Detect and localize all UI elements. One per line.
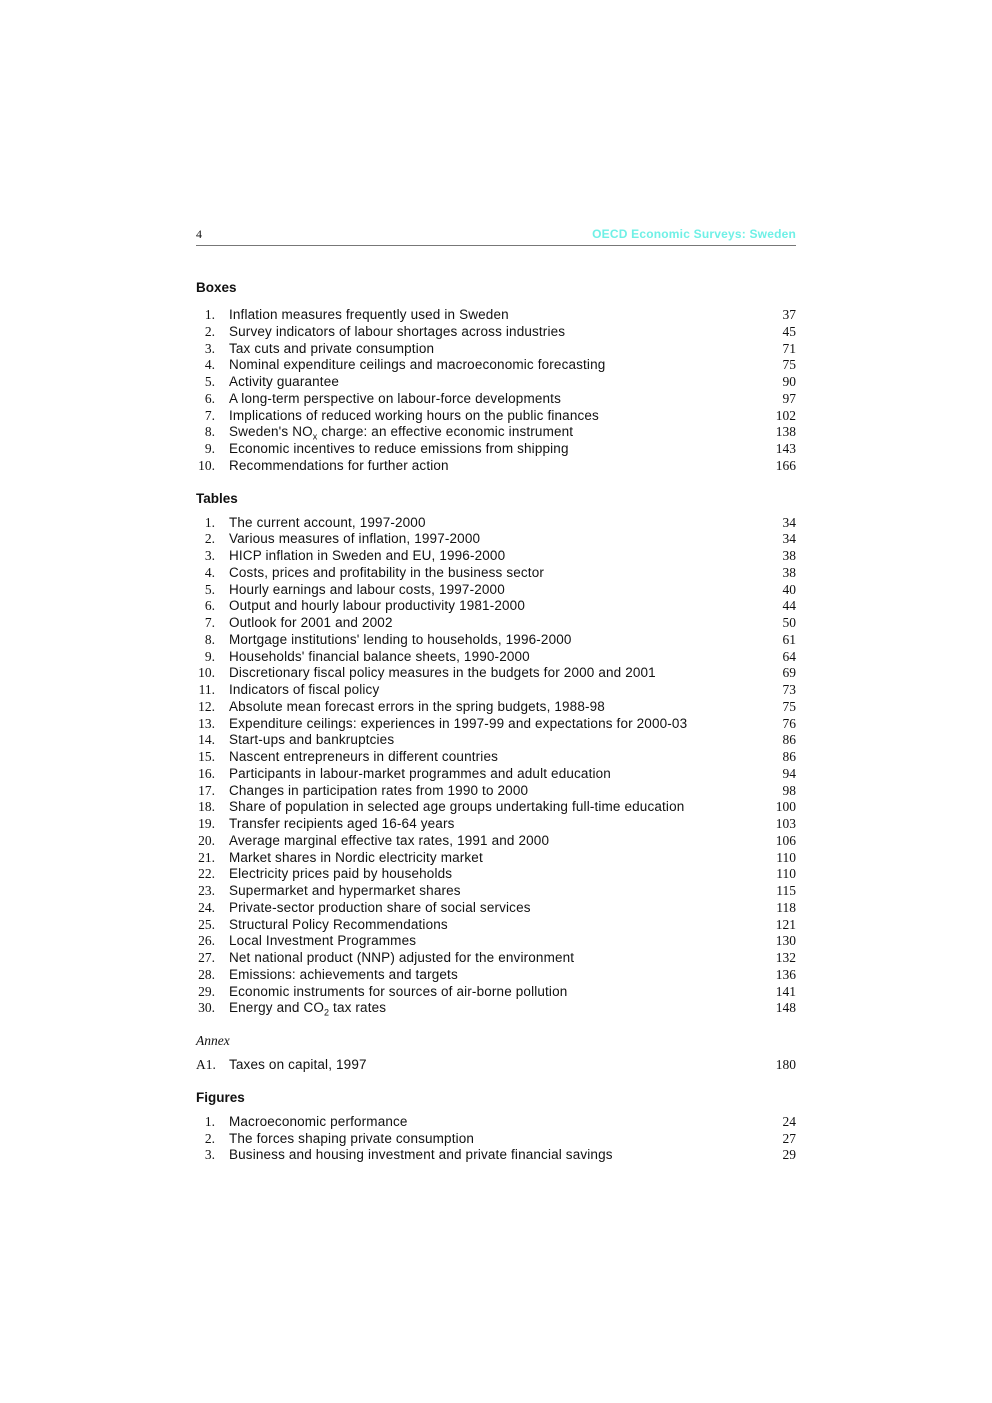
document-page [196, 226, 796, 1164]
entry-page: 24 [782, 1113, 796, 1129]
entry-title-text: Tax cuts and private consumption [229, 340, 435, 356]
toc-entry[interactable] [196, 324, 796, 341]
entry-title-text: Changes in participation rates from 1990 to 2000 [229, 782, 529, 798]
entry-title [229, 749, 756, 766]
entry-number: 6. [204, 598, 215, 614]
section-annex [196, 1031, 796, 1074]
entry-page: 115 [776, 883, 796, 898]
entry-title-text: Output and hourly labour productivity 1981-2000 [229, 598, 525, 614]
entry-page: 37 [782, 307, 796, 322]
entry-page: 44 [782, 598, 796, 614]
entry-title [229, 632, 756, 649]
entry-number: 25. [198, 916, 215, 932]
entry-number: 3. [204, 548, 215, 563]
toc-entry[interactable] [196, 699, 796, 716]
entry-page: 34 [782, 514, 796, 530]
entry-page: 121 [775, 916, 796, 932]
entry-title [229, 615, 756, 632]
entry-number: 18. [198, 799, 215, 815]
entry-title-text: Energy and CO [229, 1000, 324, 1016]
entry-number: 20. [198, 832, 215, 848]
entry-page: 45 [782, 323, 796, 339]
entry-title-text: Hourly earnings and labour costs, 1997-2000 [229, 581, 505, 597]
entry-page: 34 [782, 531, 796, 547]
entry-page: 71 [782, 340, 796, 356]
entry-number: 3. [204, 340, 215, 356]
entry-title [229, 866, 756, 883]
toc-entry[interactable] [196, 391, 796, 408]
toc-entry[interactable] [196, 682, 796, 699]
entry-title-text: Structural Policy Recommendations [229, 916, 448, 932]
entry-page: 141 [775, 983, 796, 999]
entry-number: 1. [204, 514, 215, 530]
toc-entry[interactable] [196, 307, 796, 324]
entry-number: 7. [204, 615, 215, 630]
entry-title [229, 682, 756, 699]
entry-number: 3. [204, 1147, 215, 1163]
table-of-contents [196, 278, 796, 1164]
toc-entry[interactable] [196, 866, 796, 883]
entry-title-text: Mortgage institutions' lending to households, 1996-2000 [229, 631, 572, 647]
entry-number: 12. [198, 698, 215, 714]
toc-entry[interactable] [196, 816, 796, 833]
toc-entry[interactable] [196, 374, 796, 391]
entry-title-text: Costs, prices and profitability in the business sector [229, 564, 544, 580]
entry-page: 180 [775, 1057, 796, 1072]
entry-number: 30. [198, 1000, 215, 1016]
toc-entry[interactable] [196, 649, 796, 666]
toc-entry[interactable] [196, 732, 796, 749]
entry-title-text: tax rates [329, 1000, 387, 1016]
entry-number: 21. [198, 849, 215, 865]
entry-page: 98 [782, 782, 796, 798]
entry-page: 138 [775, 424, 796, 440]
entry-number: 4. [204, 357, 215, 373]
entry-title-text: Activity guarantee [229, 374, 340, 389]
toc-entry[interactable] [196, 783, 796, 800]
entry-title [229, 565, 756, 582]
toc-entry[interactable] [196, 408, 796, 425]
toc-entry[interactable] [196, 933, 796, 950]
entry-page: 100 [775, 799, 796, 815]
entry-title [229, 1114, 756, 1131]
toc-entry[interactable] [196, 716, 796, 733]
entry-page: 103 [775, 816, 796, 831]
entry-number: 13. [198, 715, 215, 731]
section-heading: Boxes [196, 280, 237, 295]
entry-number: 6. [204, 390, 215, 406]
entry-title-text: Implications of reduced working hours on the public finances [229, 407, 599, 423]
section-figures [196, 1088, 796, 1164]
entry-page: 38 [782, 548, 796, 563]
entry-title-text: Outlook for 2001 and 2002 [229, 615, 393, 630]
entry-title [229, 967, 756, 984]
toc-entry[interactable] [196, 850, 796, 867]
entry-page: 90 [782, 374, 796, 389]
entry-title [229, 732, 756, 749]
toc-entry[interactable] [196, 917, 796, 934]
page-number: 4 [196, 227, 202, 241]
entry-number: 10. [198, 665, 215, 681]
toc-entry[interactable] [196, 598, 796, 615]
entry-title [229, 716, 756, 733]
toc-entry[interactable] [196, 984, 796, 1001]
toc-entry[interactable] [196, 1000, 796, 1017]
entry-title-text: Inflation measures frequently used in Sweden [229, 307, 509, 322]
entry-page: 118 [776, 899, 796, 915]
entry-title-text: Economic incentives to reduce emissions from shipping [229, 441, 569, 456]
entry-title [229, 649, 756, 666]
entry-title-text: Local Investment Programmes [229, 933, 417, 949]
entry-title-text: Nominal expenditure ceilings and macroeconomic forecasting [229, 357, 606, 373]
entry-page: 73 [782, 682, 796, 697]
entry-page: 29 [782, 1147, 796, 1163]
toc-entry[interactable] [196, 749, 796, 766]
entry-title [229, 984, 756, 1001]
entry-number: 29. [198, 983, 215, 999]
entry-title [229, 531, 756, 548]
entry-page: 166 [775, 457, 796, 473]
entry-title-text: Various measures of inflation, 1997-2000 [229, 531, 481, 547]
entry-page: 110 [776, 866, 796, 882]
entry-number: 19. [198, 816, 215, 831]
entry-page: 136 [775, 966, 796, 982]
toc-entry[interactable] [196, 1147, 796, 1164]
entry-title [229, 883, 756, 900]
entry-number: 9. [204, 648, 215, 664]
entry-title-text: Expenditure ceilings: experiences in 1997-99 and expectations for 2000-03 [229, 715, 688, 731]
toc-entry[interactable] [196, 799, 796, 816]
entry-page: 75 [782, 357, 796, 373]
entry-page: 86 [782, 749, 796, 764]
entry-title [229, 1147, 756, 1164]
toc-entry[interactable] [196, 582, 796, 599]
running-title: OECD Economic Surveys: Sweden [592, 227, 796, 241]
entry-number: 8. [204, 424, 215, 440]
entry-title [229, 950, 756, 967]
entry-title [229, 816, 756, 833]
entry-title [229, 441, 756, 458]
entry-number: 2. [204, 1130, 215, 1146]
entry-number: 1. [204, 307, 215, 322]
entry-title [229, 1000, 756, 1017]
toc-entry[interactable] [196, 833, 796, 850]
toc-entry[interactable] [196, 1131, 796, 1148]
entry-number: 10. [198, 457, 215, 473]
entry-title-text: Share of population in selected age groups undertaking full-time education [229, 799, 685, 815]
entry-title-text: Emissions: achievements and targets [229, 966, 458, 982]
entry-title [229, 1131, 756, 1148]
section-heading: Tables [196, 490, 238, 506]
entry-title [229, 324, 756, 341]
entry-number: 5. [204, 581, 215, 597]
entry-title-text: Survey indicators of labour shortages across industries [229, 323, 566, 339]
entry-number: 28. [198, 966, 215, 982]
entry-page: 102 [775, 407, 796, 423]
entry-number: 27. [198, 950, 215, 965]
toc-entry[interactable] [196, 531, 796, 548]
entry-number: 8. [204, 631, 215, 647]
entry-title-text: Business and housing investment and private financial savings [229, 1147, 613, 1163]
entry-page: 148 [775, 1000, 796, 1016]
entry-title [229, 833, 756, 850]
entry-title-text: Indicators of fiscal policy [229, 682, 380, 697]
entry-title-text: Recommendations for further action [229, 457, 449, 473]
toc-entry[interactable] [196, 565, 796, 582]
toc-entry[interactable] [196, 1114, 796, 1131]
entry-number: 5. [204, 374, 215, 389]
entry-title [229, 1057, 756, 1074]
entry-title [229, 699, 756, 716]
entry-title [229, 900, 756, 917]
entry-page: 27 [782, 1130, 796, 1146]
entry-number: 26. [198, 933, 215, 949]
toc-entry[interactable] [196, 967, 796, 984]
entry-title [229, 933, 756, 950]
entry-page: 76 [782, 715, 796, 731]
entry-number: 2. [204, 531, 215, 547]
entry-title-text: The current account, 1997-2000 [229, 514, 426, 530]
toc-entry[interactable] [196, 632, 796, 649]
toc-entry[interactable] [196, 458, 796, 475]
entry-page: 110 [776, 849, 796, 865]
entry-number: 2. [204, 323, 215, 339]
entry-title [229, 374, 756, 391]
entry-title [229, 458, 756, 475]
entry-number: 16. [198, 765, 215, 781]
toc-entry[interactable] [196, 424, 796, 441]
entry-number: A1. [196, 1057, 216, 1072]
subscript: 2 [324, 1007, 330, 1018]
toc-entry[interactable] [196, 950, 796, 967]
entry-title [229, 799, 756, 816]
entry-title [229, 341, 756, 358]
entry-number: 22. [198, 866, 215, 882]
entry-number: 14. [198, 732, 215, 748]
toc-entry[interactable] [196, 766, 796, 783]
entry-page: 143 [775, 441, 796, 456]
entry-title-text: Average marginal effective tax rates, 1991 and 2000 [229, 832, 550, 848]
entry-title-text: Participants in labour-market programmes and adult education [229, 765, 611, 781]
entry-title-text: Nascent entrepreneurs in different countries [229, 749, 498, 764]
toc-entry[interactable] [196, 883, 796, 900]
entry-title [229, 665, 756, 682]
entry-number: 11. [198, 682, 215, 697]
toc-entry[interactable] [196, 615, 796, 632]
subscript: x [312, 431, 318, 442]
toc-entry[interactable] [196, 548, 796, 565]
entry-title [229, 424, 756, 441]
entry-page: 69 [782, 665, 796, 681]
entry-page: 97 [782, 390, 796, 406]
entry-page: 132 [775, 950, 796, 965]
entry-title-text: Sweden's NO [229, 424, 313, 440]
entry-title-text: charge: an effective economic instrument [317, 424, 574, 440]
section-heading: Annex [196, 1033, 230, 1048]
entry-number: 23. [198, 883, 215, 898]
entry-title [229, 357, 756, 374]
entry-number: 24. [198, 899, 215, 915]
entry-page: 106 [775, 832, 796, 848]
entry-number: 4. [204, 564, 215, 580]
entry-title [229, 598, 756, 615]
toc-entry[interactable] [196, 341, 796, 358]
entry-page: 75 [782, 698, 796, 714]
entry-number: 7. [204, 407, 215, 423]
entry-title-text: Absolute mean forecast errors in the spring budgets, 1988-98 [229, 698, 605, 714]
toc-entry[interactable] [196, 357, 796, 374]
entry-title-text: Market shares in Nordic electricity market [229, 849, 483, 865]
entry-title-text: Macroeconomic performance [229, 1113, 408, 1129]
entry-title-text: Supermarket and hypermarket shares [229, 883, 461, 898]
entry-title-text: Private-sector production share of social services [229, 899, 531, 915]
entry-page: 64 [782, 648, 796, 664]
toc-entry[interactable] [196, 665, 796, 682]
entry-title [229, 850, 756, 867]
entry-title [229, 515, 756, 532]
section-boxes [196, 278, 796, 475]
entry-page: 94 [782, 765, 796, 781]
entry-title-text: Net national product (NNP) adjusted for the environment [229, 950, 575, 965]
section-heading: Figures [196, 1089, 245, 1105]
toc-entry[interactable] [196, 515, 796, 532]
entry-page: 86 [782, 732, 796, 748]
entry-number: 17. [198, 782, 215, 798]
entry-number: 15. [198, 749, 215, 764]
entry-page: 61 [782, 631, 796, 647]
entry-title [229, 783, 756, 800]
entry-title-text: Economic instruments for sources of air-borne pollution [229, 983, 568, 999]
section-tables [196, 489, 796, 1018]
entry-title-text: Discretionary fiscal policy measures in the budgets for 2000 and 2001 [229, 665, 656, 681]
entry-page: 130 [775, 933, 796, 949]
toc-entry[interactable] [196, 441, 796, 458]
entry-title-text: The forces shaping private consumption [229, 1130, 475, 1146]
running-header [196, 226, 796, 246]
entry-title [229, 408, 756, 425]
entry-title [229, 582, 756, 599]
entry-title [229, 917, 756, 934]
entry-title-text: Households' financial balance sheets, 1990-2000 [229, 648, 530, 664]
entry-title-text: HICP inflation in Sweden and EU, 1996-2000 [229, 548, 506, 563]
entry-title-text: A long-term perspective on labour-force developments [229, 390, 561, 406]
toc-entry[interactable] [196, 1057, 796, 1074]
entry-title-text: Transfer recipients aged 16-64 years [229, 816, 455, 831]
entry-title-text: Taxes on capital, 1997 [229, 1057, 367, 1072]
entry-title-text: Electricity prices paid by households [229, 866, 453, 882]
entry-page: 38 [782, 564, 796, 580]
entry-title [229, 548, 756, 565]
toc-entry[interactable] [196, 900, 796, 917]
entry-number: 1. [204, 1113, 215, 1129]
entry-page: 50 [782, 615, 796, 630]
entry-number: 9. [204, 441, 215, 456]
entry-title [229, 307, 756, 324]
entry-title-text: Start-ups and bankruptcies [229, 732, 395, 748]
entry-page: 40 [782, 581, 796, 597]
entry-title [229, 766, 756, 783]
entry-title [229, 391, 756, 408]
